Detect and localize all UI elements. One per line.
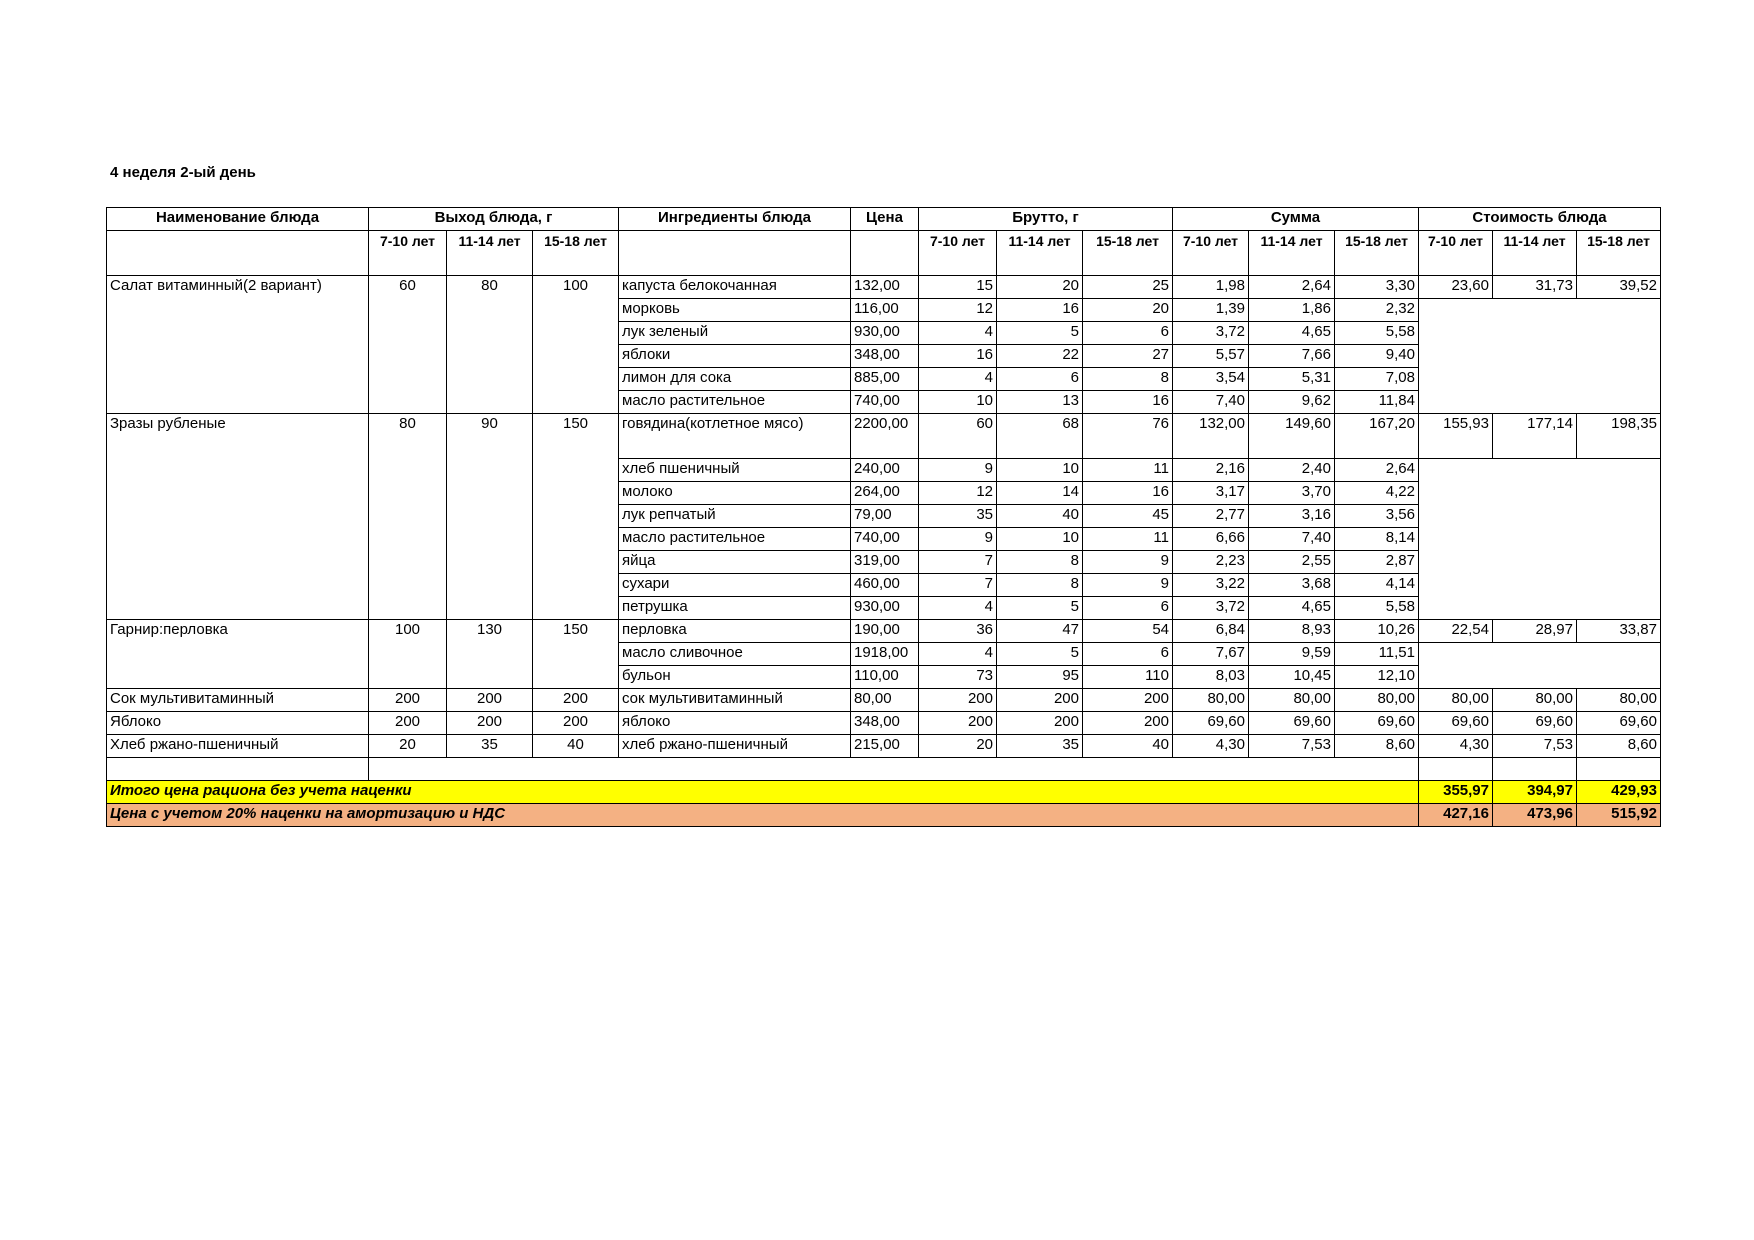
ingredient-sum: 3,56 bbox=[1335, 505, 1419, 528]
dish-yield: 100 bbox=[533, 276, 619, 414]
dish-yield: 200 bbox=[369, 712, 447, 735]
header-ingredients-blank bbox=[619, 231, 851, 276]
totals-row bbox=[107, 781, 1661, 804]
ingredient-name: сухари bbox=[619, 574, 851, 597]
ingredient-sum: 149,60 bbox=[1249, 414, 1335, 459]
ingredient-gross: 16 bbox=[1083, 482, 1173, 505]
dish-yield: 200 bbox=[533, 712, 619, 735]
ingredient-name: морковь bbox=[619, 299, 851, 322]
ingredient-sum: 6,66 bbox=[1173, 528, 1249, 551]
ingredient-gross: 10 bbox=[997, 528, 1083, 551]
menu-cost-table bbox=[106, 207, 1661, 827]
header-age: 7-10 лет bbox=[1419, 231, 1493, 276]
ingredient-name: капуста белокочанная bbox=[619, 276, 851, 299]
header-age: 15-18 лет bbox=[1335, 231, 1419, 276]
ingredient-price: 319,00 bbox=[851, 551, 919, 574]
ingredient-sum: 5,58 bbox=[1335, 322, 1419, 345]
ingredient-sum: 7,08 bbox=[1335, 368, 1419, 391]
ingredient-gross: 200 bbox=[1083, 712, 1173, 735]
ingredient-sum: 8,60 bbox=[1335, 735, 1419, 758]
dish-yield: 40 bbox=[533, 735, 619, 758]
ingredient-gross: 45 bbox=[1083, 505, 1173, 528]
header-ingredients: Ингредиенты блюда bbox=[619, 208, 851, 231]
ingredient-gross: 200 bbox=[997, 712, 1083, 735]
dish-yield: 200 bbox=[369, 689, 447, 712]
ingredient-sum: 5,31 bbox=[1249, 368, 1335, 391]
dish-yield: 130 bbox=[447, 620, 533, 689]
table-row bbox=[107, 689, 1661, 712]
dish-cost: 198,35 bbox=[1577, 414, 1661, 459]
ingredient-gross: 40 bbox=[997, 505, 1083, 528]
ingredient-name: хлеб пшеничный bbox=[619, 459, 851, 482]
totals-row-value: 394,97 bbox=[1493, 781, 1577, 804]
dish-yield: 200 bbox=[447, 689, 533, 712]
ingredient-sum: 3,72 bbox=[1173, 597, 1249, 620]
dish-cost: 69,60 bbox=[1419, 712, 1493, 735]
ingredient-gross: 60 bbox=[919, 414, 997, 459]
ingredient-gross: 9 bbox=[919, 528, 997, 551]
dish-yield: 150 bbox=[533, 414, 619, 620]
ingredient-gross: 6 bbox=[1083, 322, 1173, 345]
ingredient-sum: 3,54 bbox=[1173, 368, 1249, 391]
header-row-ages bbox=[107, 231, 1661, 276]
dish-cost: 28,97 bbox=[1493, 620, 1577, 643]
ingredient-name: молоко bbox=[619, 482, 851, 505]
ingredient-sum: 9,59 bbox=[1249, 643, 1335, 666]
dish-cost: 33,87 bbox=[1577, 620, 1661, 643]
ingredient-sum: 3,16 bbox=[1249, 505, 1335, 528]
dish-cost: 4,30 bbox=[1419, 735, 1493, 758]
ingredient-sum: 69,60 bbox=[1249, 712, 1335, 735]
ingredient-gross: 7 bbox=[919, 574, 997, 597]
table-row bbox=[107, 620, 1661, 643]
dish-cost: 22,54 bbox=[1419, 620, 1493, 643]
totals-row-value: 355,97 bbox=[1419, 781, 1493, 804]
ingredient-gross: 9 bbox=[919, 459, 997, 482]
ingredient-sum: 3,22 bbox=[1173, 574, 1249, 597]
header-price-blank bbox=[851, 231, 919, 276]
ingredient-sum: 132,00 bbox=[1173, 414, 1249, 459]
ingredient-price: 348,00 bbox=[851, 712, 919, 735]
header-yield: Выход блюда, г bbox=[369, 208, 619, 231]
ingredient-gross: 54 bbox=[1083, 620, 1173, 643]
final-price-row bbox=[107, 804, 1661, 827]
header-cost: Стоимость блюда bbox=[1419, 208, 1661, 231]
page-title: 4 неделя 2-ый день bbox=[110, 164, 256, 181]
ingredient-name: говядина(котлетное мясо) bbox=[619, 414, 851, 459]
ingredient-gross: 7 bbox=[919, 551, 997, 574]
ingredient-sum: 7,67 bbox=[1173, 643, 1249, 666]
ingredient-gross: 8 bbox=[997, 574, 1083, 597]
table-row bbox=[107, 414, 1661, 459]
ingredient-price: 264,00 bbox=[851, 482, 919, 505]
ingredient-sum: 2,64 bbox=[1335, 459, 1419, 482]
dish-cost-blank bbox=[1419, 459, 1661, 620]
dish-cost: 39,52 bbox=[1577, 276, 1661, 299]
dish-yield: 150 bbox=[533, 620, 619, 689]
ingredient-price: 930,00 bbox=[851, 597, 919, 620]
dish-yield: 20 bbox=[369, 735, 447, 758]
ingredient-gross: 20 bbox=[997, 276, 1083, 299]
ingredient-sum: 7,66 bbox=[1249, 345, 1335, 368]
header-age: 11-14 лет bbox=[1493, 231, 1577, 276]
ingredient-gross: 25 bbox=[1083, 276, 1173, 299]
ingredient-sum: 4,22 bbox=[1335, 482, 1419, 505]
ingredient-price: 215,00 bbox=[851, 735, 919, 758]
ingredient-sum: 1,39 bbox=[1173, 299, 1249, 322]
ingredient-sum: 80,00 bbox=[1249, 689, 1335, 712]
dish-yield: 200 bbox=[533, 689, 619, 712]
ingredient-gross: 15 bbox=[919, 276, 997, 299]
final-price-row-value: 427,16 bbox=[1419, 804, 1493, 827]
ingredient-gross: 36 bbox=[919, 620, 997, 643]
header-sum: Сумма bbox=[1173, 208, 1419, 231]
ingredient-price: 80,00 bbox=[851, 689, 919, 712]
ingredient-gross: 14 bbox=[997, 482, 1083, 505]
ingredient-price: 116,00 bbox=[851, 299, 919, 322]
dish-name: Салат витаминный(2 вариант) bbox=[107, 276, 369, 414]
ingredient-sum: 2,23 bbox=[1173, 551, 1249, 574]
ingredient-sum: 4,65 bbox=[1249, 597, 1335, 620]
ingredient-name: петрушка bbox=[619, 597, 851, 620]
ingredient-name: бульон bbox=[619, 666, 851, 689]
blank-cell bbox=[1577, 758, 1661, 781]
ingredient-sum: 3,68 bbox=[1249, 574, 1335, 597]
final-price-row-label: Цена с учетом 20% наценки на амортизацию и НДС bbox=[107, 804, 1419, 827]
blank-cell bbox=[1493, 758, 1577, 781]
ingredient-name: яблоки bbox=[619, 345, 851, 368]
ingredient-gross: 4 bbox=[919, 322, 997, 345]
dish-cost: 155,93 bbox=[1419, 414, 1493, 459]
table-body bbox=[107, 276, 1661, 827]
ingredient-sum: 2,16 bbox=[1173, 459, 1249, 482]
ingredient-sum: 4,65 bbox=[1249, 322, 1335, 345]
ingredient-sum: 2,55 bbox=[1249, 551, 1335, 574]
ingredient-gross: 110 bbox=[1083, 666, 1173, 689]
ingredient-gross: 20 bbox=[1083, 299, 1173, 322]
dish-name: Хлеб ржано-пшеничный bbox=[107, 735, 369, 758]
dish-name: Гарнир:перловка bbox=[107, 620, 369, 689]
ingredient-gross: 27 bbox=[1083, 345, 1173, 368]
ingredient-name: масло сливочное bbox=[619, 643, 851, 666]
ingredient-name: сок мультивитаминный bbox=[619, 689, 851, 712]
dish-cost-blank bbox=[1419, 299, 1661, 414]
ingredient-gross: 5 bbox=[997, 322, 1083, 345]
dish-name: Зразы рубленые bbox=[107, 414, 369, 620]
ingredient-gross: 4 bbox=[919, 597, 997, 620]
ingredient-price: 132,00 bbox=[851, 276, 919, 299]
blank-row bbox=[107, 758, 1661, 781]
ingredient-name: лук репчатый bbox=[619, 505, 851, 528]
header-row-groups bbox=[107, 208, 1661, 231]
ingredient-gross: 4 bbox=[919, 643, 997, 666]
ingredient-gross: 200 bbox=[919, 689, 997, 712]
ingredient-gross: 13 bbox=[997, 391, 1083, 414]
ingredient-gross: 20 bbox=[919, 735, 997, 758]
ingredient-name: яйца bbox=[619, 551, 851, 574]
ingredient-sum: 3,70 bbox=[1249, 482, 1335, 505]
ingredient-gross: 16 bbox=[1083, 391, 1173, 414]
ingredient-gross: 6 bbox=[1083, 597, 1173, 620]
dish-yield: 80 bbox=[447, 276, 533, 414]
ingredient-name: лук зеленый bbox=[619, 322, 851, 345]
ingredient-gross: 22 bbox=[997, 345, 1083, 368]
dish-yield: 35 bbox=[447, 735, 533, 758]
dish-cost: 80,00 bbox=[1577, 689, 1661, 712]
ingredient-sum: 7,53 bbox=[1249, 735, 1335, 758]
header-age: 7-10 лет bbox=[1173, 231, 1249, 276]
ingredient-gross: 8 bbox=[997, 551, 1083, 574]
totals-row-value: 429,93 bbox=[1577, 781, 1661, 804]
ingredient-sum: 2,32 bbox=[1335, 299, 1419, 322]
ingredient-gross: 10 bbox=[919, 391, 997, 414]
ingredient-sum: 2,64 bbox=[1249, 276, 1335, 299]
dish-cost: 23,60 bbox=[1419, 276, 1493, 299]
table-row bbox=[107, 735, 1661, 758]
ingredient-gross: 40 bbox=[1083, 735, 1173, 758]
ingredient-gross: 200 bbox=[1083, 689, 1173, 712]
final-price-row-value: 515,92 bbox=[1577, 804, 1661, 827]
ingredient-sum: 80,00 bbox=[1335, 689, 1419, 712]
header-age: 11-14 лет bbox=[997, 231, 1083, 276]
ingredient-sum: 1,98 bbox=[1173, 276, 1249, 299]
table-row bbox=[107, 276, 1661, 299]
ingredient-name: масло растительное bbox=[619, 528, 851, 551]
table-row bbox=[107, 712, 1661, 735]
ingredient-price: 1918,00 bbox=[851, 643, 919, 666]
ingredient-sum: 2,77 bbox=[1173, 505, 1249, 528]
ingredient-price: 740,00 bbox=[851, 528, 919, 551]
ingredient-name: перловка bbox=[619, 620, 851, 643]
ingredient-gross: 10 bbox=[997, 459, 1083, 482]
ingredient-name: лимон для сока bbox=[619, 368, 851, 391]
ingredient-gross: 9 bbox=[1083, 574, 1173, 597]
dish-name: Сок мультивитаминный bbox=[107, 689, 369, 712]
ingredient-gross: 16 bbox=[997, 299, 1083, 322]
ingredient-name: яблоко bbox=[619, 712, 851, 735]
header-dish-blank bbox=[107, 231, 369, 276]
ingredient-sum: 80,00 bbox=[1173, 689, 1249, 712]
ingredient-price: 240,00 bbox=[851, 459, 919, 482]
ingredient-gross: 200 bbox=[997, 689, 1083, 712]
ingredient-sum: 2,87 bbox=[1335, 551, 1419, 574]
ingredient-gross: 11 bbox=[1083, 528, 1173, 551]
dish-name: Яблоко bbox=[107, 712, 369, 735]
ingredient-gross: 6 bbox=[1083, 643, 1173, 666]
ingredient-sum: 5,58 bbox=[1335, 597, 1419, 620]
blank-cell bbox=[1419, 758, 1493, 781]
ingredient-sum: 8,03 bbox=[1173, 666, 1249, 689]
dish-yield: 80 bbox=[369, 414, 447, 620]
ingredient-gross: 68 bbox=[997, 414, 1083, 459]
dish-cost: 7,53 bbox=[1493, 735, 1577, 758]
ingredient-sum: 69,60 bbox=[1335, 712, 1419, 735]
ingredient-gross: 73 bbox=[919, 666, 997, 689]
ingredient-sum: 10,45 bbox=[1249, 666, 1335, 689]
ingredient-gross: 11 bbox=[1083, 459, 1173, 482]
ingredient-sum: 3,30 bbox=[1335, 276, 1419, 299]
ingredient-sum: 12,10 bbox=[1335, 666, 1419, 689]
header-age: 11-14 лет bbox=[447, 231, 533, 276]
ingredient-price: 460,00 bbox=[851, 574, 919, 597]
ingredient-gross: 12 bbox=[919, 299, 997, 322]
ingredient-price: 79,00 bbox=[851, 505, 919, 528]
ingredient-sum: 3,17 bbox=[1173, 482, 1249, 505]
ingredient-sum: 4,14 bbox=[1335, 574, 1419, 597]
dish-cost: 8,60 bbox=[1577, 735, 1661, 758]
ingredient-gross: 9 bbox=[1083, 551, 1173, 574]
ingredient-gross: 35 bbox=[997, 735, 1083, 758]
header-price: Цена bbox=[851, 208, 919, 231]
ingredient-gross: 200 bbox=[919, 712, 997, 735]
ingredient-name: хлеб ржано-пшеничный bbox=[619, 735, 851, 758]
header-age: 15-18 лет bbox=[1577, 231, 1661, 276]
dish-cost: 69,60 bbox=[1493, 712, 1577, 735]
ingredient-gross: 47 bbox=[997, 620, 1083, 643]
ingredient-gross: 35 bbox=[919, 505, 997, 528]
ingredient-gross: 95 bbox=[997, 666, 1083, 689]
ingredient-sum: 6,84 bbox=[1173, 620, 1249, 643]
header-gross: Брутто, г bbox=[919, 208, 1173, 231]
ingredient-sum: 8,14 bbox=[1335, 528, 1419, 551]
ingredient-sum: 5,57 bbox=[1173, 345, 1249, 368]
ingredient-price: 190,00 bbox=[851, 620, 919, 643]
ingredient-gross: 5 bbox=[997, 597, 1083, 620]
ingredient-sum: 7,40 bbox=[1249, 528, 1335, 551]
dish-yield: 60 bbox=[369, 276, 447, 414]
final-price-row-value: 473,96 bbox=[1493, 804, 1577, 827]
dish-yield: 100 bbox=[369, 620, 447, 689]
ingredient-price: 930,00 bbox=[851, 322, 919, 345]
ingredient-name: масло растительное bbox=[619, 391, 851, 414]
dish-cost: 177,14 bbox=[1493, 414, 1577, 459]
ingredient-sum: 9,40 bbox=[1335, 345, 1419, 368]
blank-cell bbox=[107, 758, 369, 781]
ingredient-sum: 69,60 bbox=[1173, 712, 1249, 735]
ingredient-sum: 1,86 bbox=[1249, 299, 1335, 322]
ingredient-sum: 7,40 bbox=[1173, 391, 1249, 414]
header-age: 15-18 лет bbox=[1083, 231, 1173, 276]
ingredient-gross: 8 bbox=[1083, 368, 1173, 391]
totals-row-label: Итого цена рациона без учета наценки bbox=[107, 781, 1419, 804]
ingredient-gross: 6 bbox=[997, 368, 1083, 391]
ingredient-gross: 12 bbox=[919, 482, 997, 505]
ingredient-gross: 4 bbox=[919, 368, 997, 391]
ingredient-sum: 10,26 bbox=[1335, 620, 1419, 643]
dish-cost-blank bbox=[1419, 643, 1661, 689]
ingredient-price: 348,00 bbox=[851, 345, 919, 368]
ingredient-gross: 5 bbox=[997, 643, 1083, 666]
dish-cost: 80,00 bbox=[1493, 689, 1577, 712]
header-dish: Наименование блюда bbox=[107, 208, 369, 231]
dish-cost: 80,00 bbox=[1419, 689, 1493, 712]
ingredient-sum: 8,93 bbox=[1249, 620, 1335, 643]
ingredient-sum: 11,84 bbox=[1335, 391, 1419, 414]
blank-cell bbox=[369, 758, 1419, 781]
ingredient-price: 740,00 bbox=[851, 391, 919, 414]
ingredient-price: 110,00 bbox=[851, 666, 919, 689]
ingredient-sum: 3,72 bbox=[1173, 322, 1249, 345]
ingredient-sum: 4,30 bbox=[1173, 735, 1249, 758]
header-age: 11-14 лет bbox=[1249, 231, 1335, 276]
header-age: 7-10 лет bbox=[369, 231, 447, 276]
ingredient-sum: 9,62 bbox=[1249, 391, 1335, 414]
dish-cost: 69,60 bbox=[1577, 712, 1661, 735]
ingredient-gross: 76 bbox=[1083, 414, 1173, 459]
dish-yield: 200 bbox=[447, 712, 533, 735]
ingredient-sum: 167,20 bbox=[1335, 414, 1419, 459]
dish-cost: 31,73 bbox=[1493, 276, 1577, 299]
ingredient-price: 2200,00 bbox=[851, 414, 919, 459]
ingredient-sum: 2,40 bbox=[1249, 459, 1335, 482]
ingredient-sum: 11,51 bbox=[1335, 643, 1419, 666]
ingredient-price: 885,00 bbox=[851, 368, 919, 391]
header-age: 7-10 лет bbox=[919, 231, 997, 276]
dish-yield: 90 bbox=[447, 414, 533, 620]
header-age: 15-18 лет bbox=[533, 231, 619, 276]
ingredient-gross: 16 bbox=[919, 345, 997, 368]
